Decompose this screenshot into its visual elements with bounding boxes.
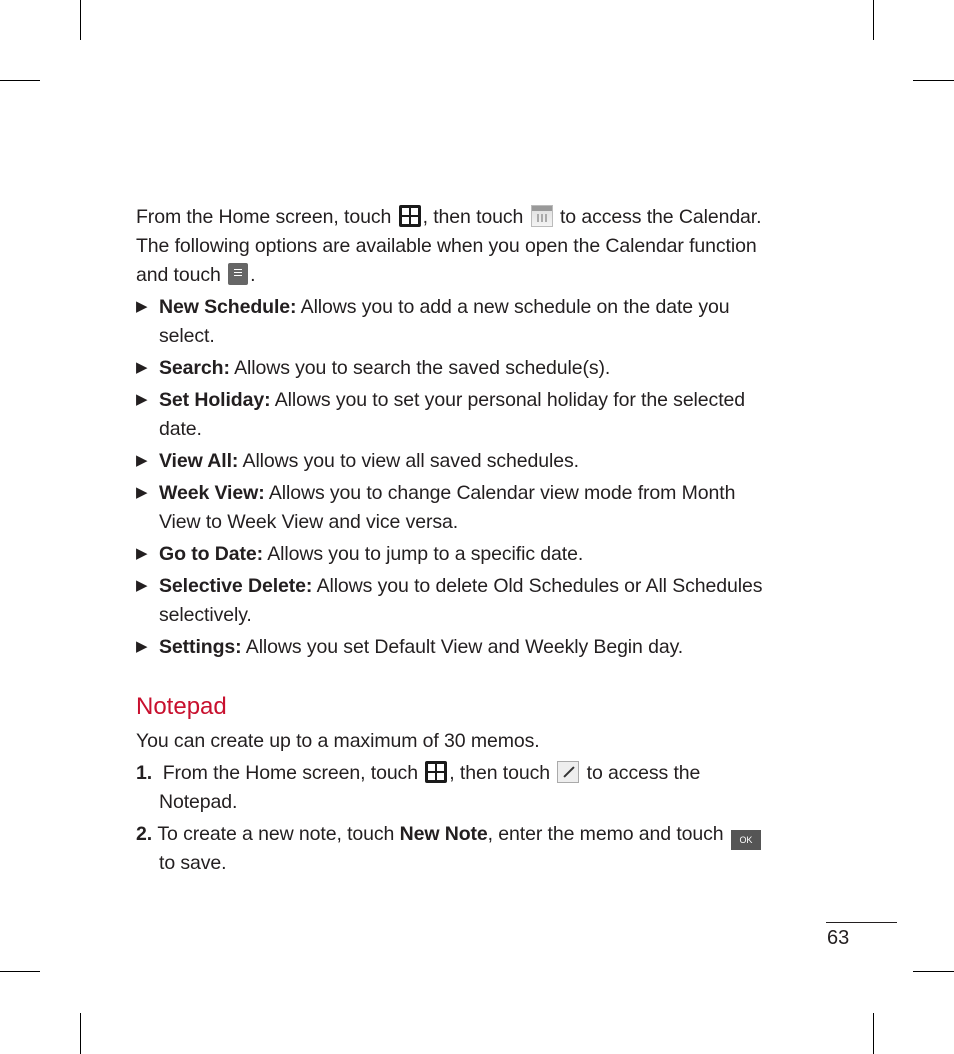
bullet-text-cont: [159, 508, 458, 536]
text: to access the Calendar.: [559, 206, 762, 228]
bullet-label: New Schedule:: [159, 296, 297, 318]
intro-line: The following options are available when you open the Calendar function: [136, 235, 757, 257]
crop-mark: [80, 1013, 81, 1054]
menu-icon: [228, 263, 248, 285]
text: and touch: [136, 264, 221, 286]
step-1-cont: Notepad.: [159, 791, 238, 813]
step-1: [136, 759, 700, 787]
text: From the Home screen, touch: [162, 762, 418, 784]
bullet-text-cont: [159, 415, 202, 443]
calendar-icon: [531, 205, 553, 227]
bullet-arrow-icon: ▶: [136, 452, 148, 469]
crop-mark: [0, 80, 40, 81]
bullet-label: Set Holiday:: [159, 389, 271, 411]
text: , then touch: [422, 206, 524, 228]
bullet-item: [159, 386, 745, 414]
bullet-description: Allows you to jump to a specific date.: [267, 543, 584, 565]
text: , then touch: [449, 762, 551, 784]
bullet-text-cont: [159, 322, 215, 350]
bullet-label: Settings:: [159, 636, 242, 658]
step-2: [136, 820, 763, 850]
step-2-cont: to save.: [159, 852, 227, 874]
bullet-item: [159, 354, 610, 382]
page-number-text: 63: [827, 927, 850, 949]
bullet-arrow-icon: ▶: [136, 577, 148, 594]
section-heading-notepad: Notepad: [136, 693, 227, 720]
bullet-arrow-icon: ▶: [136, 391, 148, 408]
bullet-label: Search:: [159, 357, 230, 379]
step-number: 1.: [136, 762, 153, 784]
bullet-arrow-icon: ▶: [136, 545, 148, 562]
crop-mark: [0, 971, 40, 972]
page-number: [826, 922, 897, 950]
bullet-item: [159, 540, 583, 568]
bullet-item: [159, 633, 683, 661]
bullet-label: Selective Delete:: [159, 575, 313, 597]
apps-icon: [399, 205, 421, 227]
ok-button-icon: OK: [731, 830, 761, 850]
bullet-item: [159, 447, 579, 475]
bullet-arrow-icon: ▶: [136, 484, 148, 501]
bullet-arrow-icon: ▶: [136, 638, 148, 655]
bullet-description: Allows you to set your personal holiday for the selected: [274, 389, 745, 411]
intro-line: [136, 261, 255, 289]
bullet-label: View All:: [159, 450, 239, 472]
text: To create a new note, touch: [157, 823, 395, 845]
crop-mark: [873, 1013, 874, 1054]
bullet-description: Allows you to view all saved schedules.: [242, 450, 579, 472]
bullet-description: Allows you to add a new schedule on the date you: [300, 296, 730, 318]
text: , enter the memo and touch: [487, 823, 724, 845]
bullet-label: Go to Date:: [159, 543, 263, 565]
crop-mark: [913, 80, 954, 81]
notepad-icon: [557, 761, 579, 783]
bullet-item: [159, 479, 735, 507]
crop-mark: [873, 0, 874, 40]
bullet-text-cont: [159, 601, 252, 629]
bullet-description: select.: [159, 325, 215, 347]
bullet-label: Week View:: [159, 482, 265, 504]
apps-icon: [425, 761, 447, 783]
bullet-description: Allows you to change Calendar view mode from Month: [268, 482, 736, 504]
step-number: 2.: [136, 823, 153, 845]
bullet-arrow-icon: ▶: [136, 359, 148, 376]
text: to access the: [586, 762, 701, 784]
text: From the Home screen, touch: [136, 206, 392, 228]
bullet-description: date.: [159, 418, 202, 440]
notepad-intro: You can create up to a maximum of 30 memos.: [136, 730, 540, 752]
bullet-description: View to Week View and vice versa.: [159, 511, 459, 533]
bullet-description: Allows you to delete Old Schedules or All Schedules: [316, 575, 763, 597]
new-note-label: New Note: [399, 823, 488, 845]
crop-mark: [913, 971, 954, 972]
crop-mark: [80, 0, 81, 40]
text: .: [250, 264, 256, 286]
bullet-description: Allows you to search the saved schedule(s).: [234, 357, 611, 379]
bullet-item: [159, 293, 729, 321]
bullet-description: Allows you set Default View and Weekly Begin day.: [245, 636, 684, 658]
bullet-description: selectively.: [159, 604, 252, 626]
bullet-arrow-icon: ▶: [136, 298, 148, 315]
intro-line: [136, 203, 761, 231]
bullet-item: [159, 572, 762, 600]
